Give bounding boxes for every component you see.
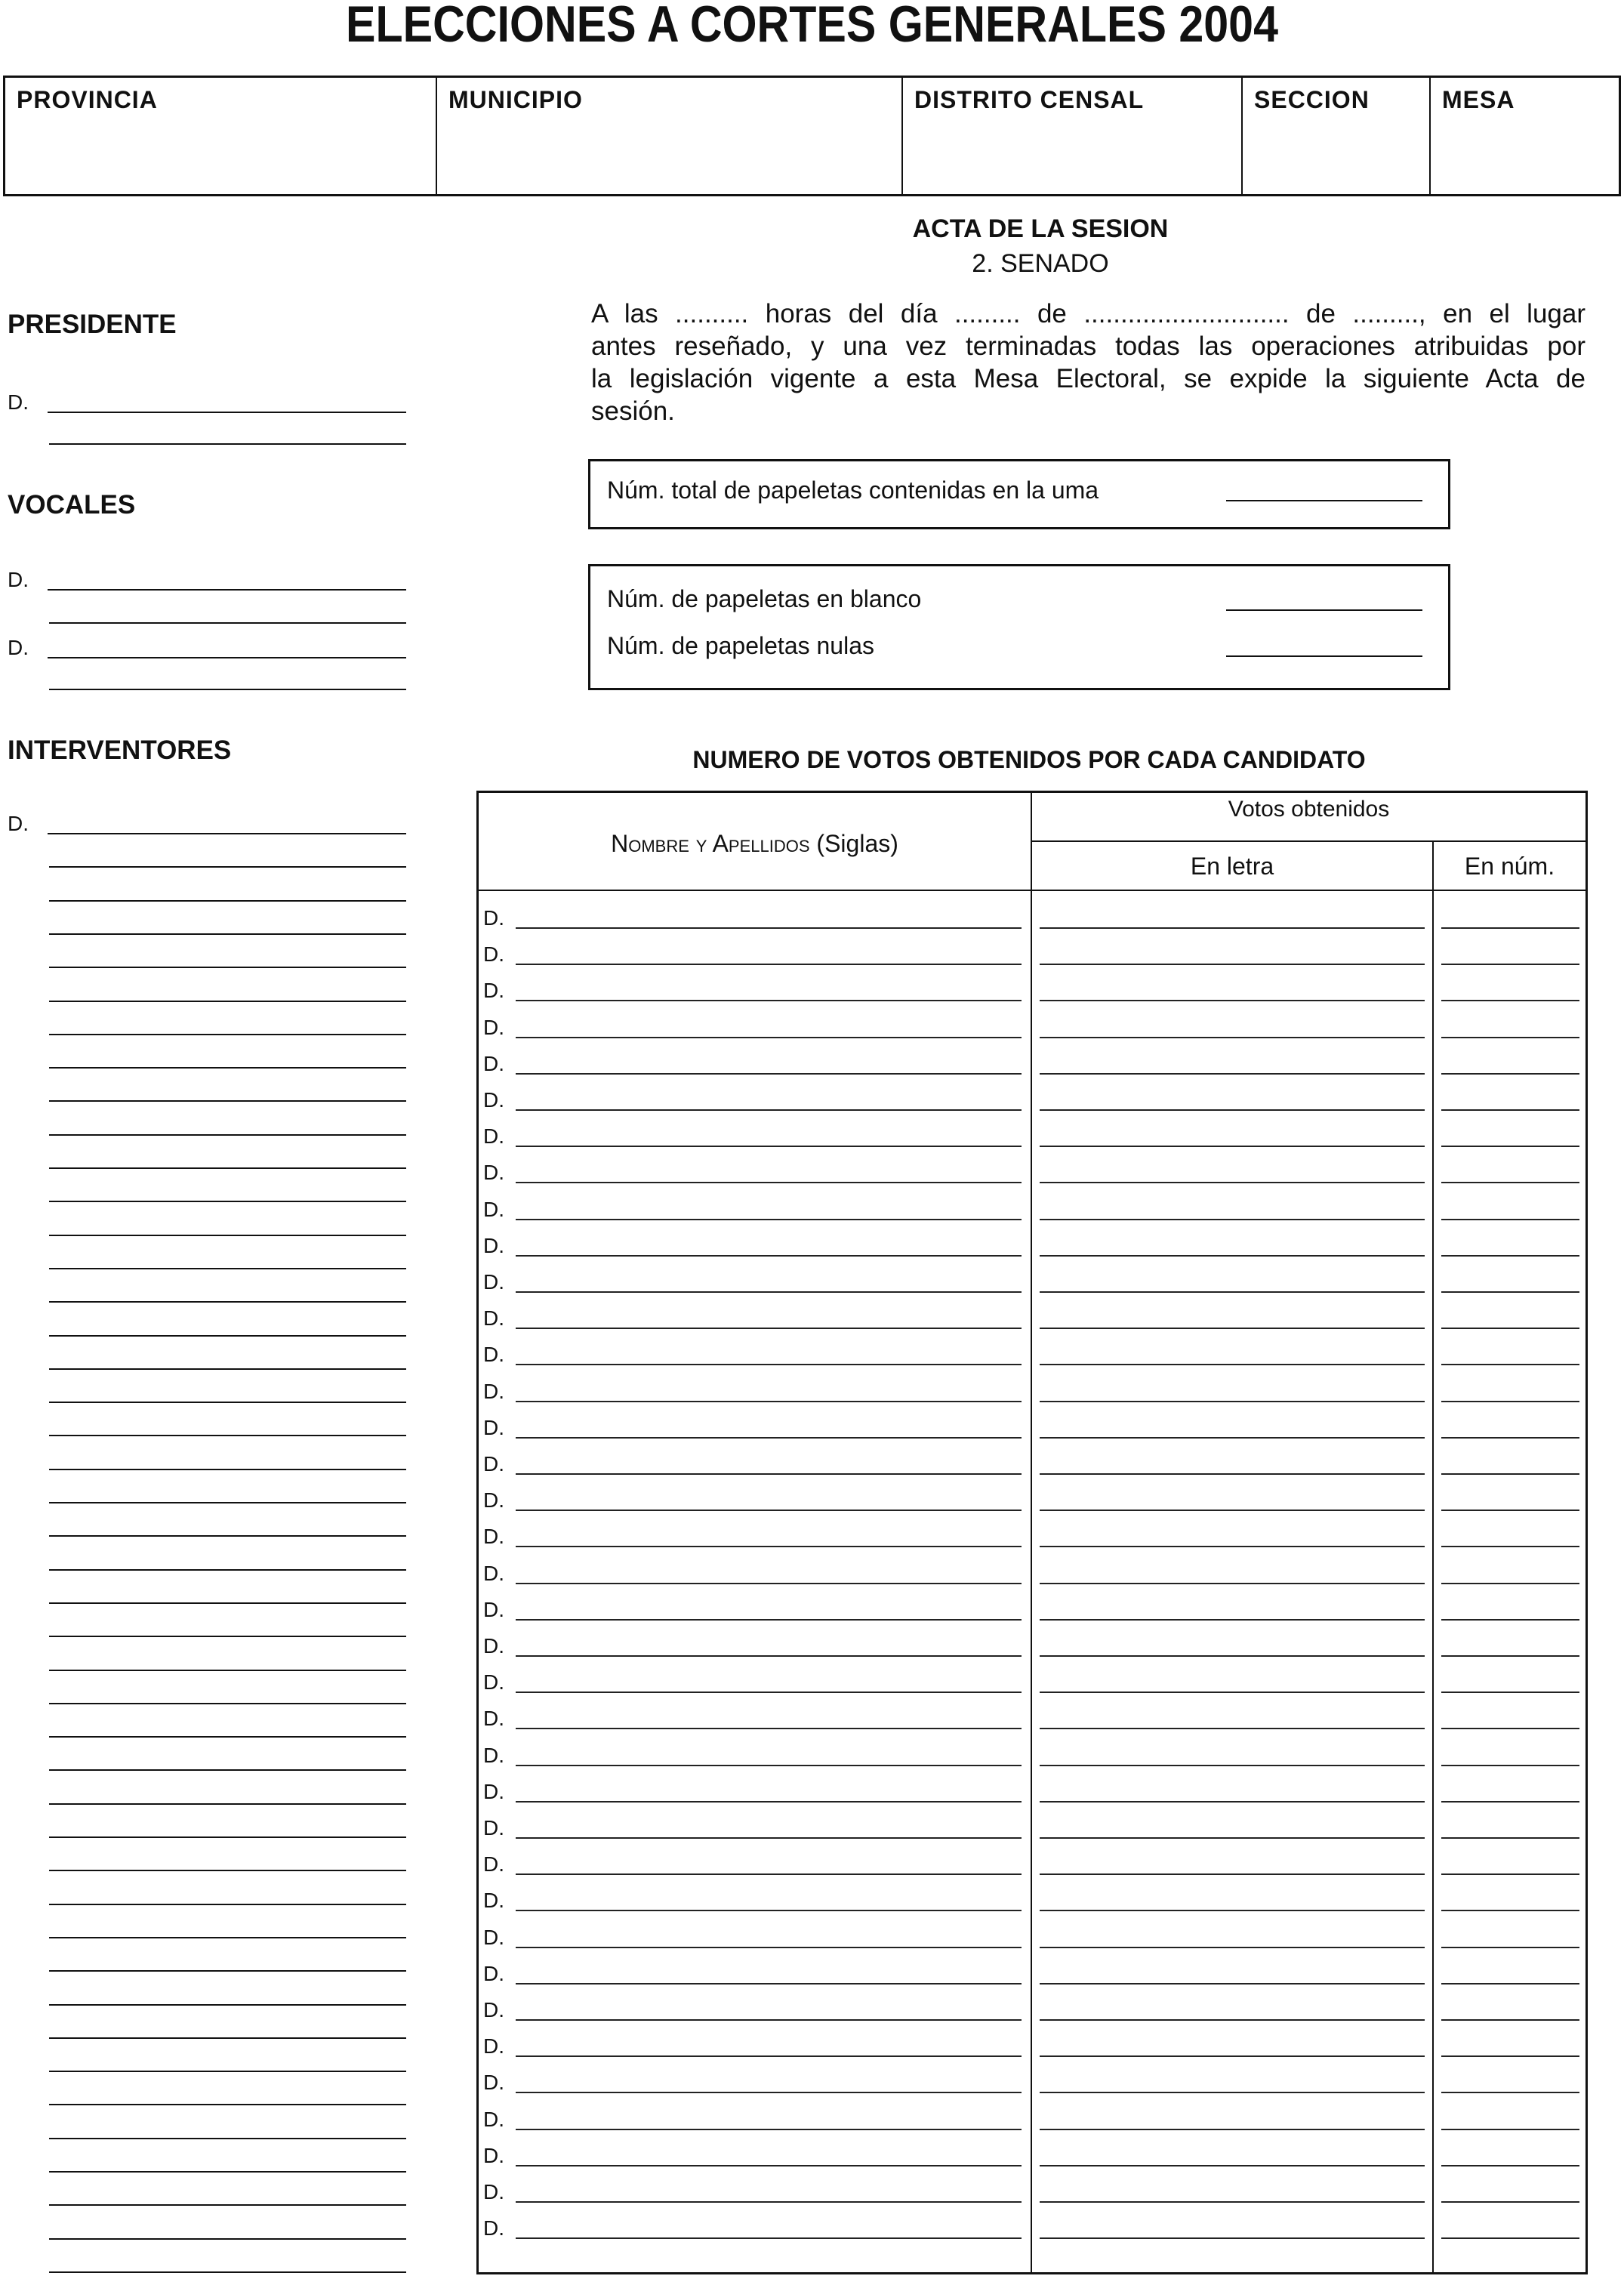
interventor-continuation-line: [49, 2104, 406, 2105]
candidate-name-line: [516, 927, 1022, 929]
candidate-prefix: D.: [483, 1197, 504, 1221]
candidate-row: [479, 1918, 1585, 1948]
votes-in-number-line: [1441, 1037, 1579, 1038]
interventor-continuation-line: [49, 1235, 406, 1236]
mesa-field: [1429, 78, 1619, 194]
candidate-prefix: D.: [483, 1561, 504, 1585]
null-ballots-line: [1226, 655, 1422, 657]
name-column-header: [479, 828, 1031, 859]
candidate-prefix: D.: [483, 1015, 504, 1039]
candidate-name-line: [516, 1910, 1022, 1911]
candidate-row: [479, 1153, 1585, 1183]
votes-in-letters-line: [1040, 1328, 1425, 1329]
votes-in-letters-line: [1040, 1437, 1425, 1439]
candidate-name-line: [516, 1983, 1022, 1984]
null-ballots-label: Núm. de papeletas nulas: [607, 632, 874, 659]
candidate-prefix: D.: [483, 1743, 504, 1767]
candidate-name-line: [516, 2019, 1022, 2021]
document-title: ELECCIONES A CORTES GENERALES 2004: [346, 0, 1278, 53]
votes-in-letters-line: [1040, 1910, 1425, 1911]
interventor-continuation-line: [49, 2271, 406, 2273]
interventor-continuation-line: [49, 1268, 406, 1269]
candidate-row: [479, 1335, 1585, 1365]
votes-in-letters-line: [1040, 1255, 1425, 1257]
candidate-row: [479, 971, 1585, 1001]
vocales-label: VOCALES: [8, 490, 136, 520]
interventor-continuation-line: [49, 1769, 406, 1771]
presidente-label: PRESIDENTE: [8, 310, 177, 339]
candidate-prefix: D.: [483, 1088, 504, 1112]
candidate-name-line: [516, 2237, 1022, 2239]
candidate-name-line: [516, 1182, 1022, 1183]
interventor-continuation-line: [49, 1937, 406, 1938]
candidate-name-line: [516, 1000, 1022, 1001]
votes-in-letters-line: [1040, 1291, 1425, 1293]
candidate-row: [479, 935, 1585, 965]
interventor-continuation-line: [49, 1034, 406, 1035]
votes-in-number-line: [1441, 1510, 1579, 1511]
interventor-continuation-line: [49, 2138, 406, 2139]
interventor-continuation-line: [49, 1167, 406, 1169]
votes-in-letters-line: [1040, 2055, 1425, 2057]
candidate-row: [479, 1372, 1585, 1402]
votes-in-number-line: [1441, 1837, 1579, 1839]
interventor-continuation-line: [49, 1368, 406, 1370]
interventor-continuation-line: [49, 2238, 406, 2240]
votes-in-number-line: [1441, 964, 1579, 965]
votes-in-number-line: [1441, 1364, 1579, 1365]
candidate-row: [479, 2063, 1585, 2093]
interventor-continuation-line: [49, 1535, 406, 1537]
candidate-prefix: D.: [483, 906, 504, 930]
candidate-row: [479, 1408, 1585, 1439]
votes-table: [476, 791, 1588, 2274]
candidate-name-line: [516, 1765, 1022, 1766]
votes-in-letters-line: [1040, 1837, 1425, 1839]
candidate-prefix: D.: [483, 1051, 504, 1075]
interventor-continuation-line: [49, 1100, 406, 1102]
entry-prefix: D.: [8, 568, 29, 591]
votes-in-letters-line: [1040, 1037, 1425, 1038]
votes-table-heading: NUMERO DE VOTOS OBTENIDOS POR CADA CANDIDATO: [692, 746, 1366, 773]
intro-line: A las .......... horas del día ......... de ............................ de ........., en el lugar: [591, 299, 1585, 328]
intro-line: sesión.: [591, 396, 675, 426]
interventor-continuation-line: [49, 1435, 406, 1436]
candidate-prefix: D.: [483, 2071, 504, 2095]
candidate-row: [479, 1263, 1585, 1293]
votes-in-letters-line: [1040, 927, 1425, 929]
votes-in-letters-line: [1040, 1510, 1425, 1511]
votes-in-letters-line: [1040, 1728, 1425, 1729]
interventor-continuation-line: [49, 1870, 406, 1871]
candidate-name-line: [516, 1692, 1022, 1693]
provincia-field: [5, 78, 436, 194]
interventor-continuation-line: [49, 1301, 406, 1303]
presidente-entry: [8, 383, 408, 413]
interventor-name-line: [48, 833, 406, 834]
candidate-prefix: D.: [483, 1270, 504, 1294]
interventor-continuation-line: [49, 1970, 406, 1972]
name-header-suffix: (Siglas): [816, 830, 898, 857]
candidate-name-line: [516, 2129, 1022, 2130]
name-header-text: Nombre y Apellidos: [611, 830, 810, 857]
votes-in-letters-line: [1040, 2129, 1425, 2130]
candidate-row: [479, 2027, 1585, 2057]
votes-in-number-line: [1441, 1801, 1579, 1803]
candidate-name-line: [516, 1037, 1022, 1038]
vocal-continuation-line: [49, 689, 406, 690]
candidate-name-line: [516, 1109, 1022, 1111]
votes-in-letters-line: [1040, 2165, 1425, 2166]
distrito-censal-field: [901, 78, 1241, 194]
candidate-prefix: D.: [483, 1998, 504, 2021]
candidate-row: [479, 1736, 1585, 1766]
candidate-name-line: [516, 1801, 1022, 1803]
candidate-prefix: D.: [483, 1779, 504, 1803]
blank-null-ballots-box: [588, 564, 1450, 690]
candidate-prefix: D.: [483, 1670, 504, 1695]
candidate-prefix: D.: [483, 2107, 504, 2131]
votes-in-number-line: [1441, 1328, 1579, 1329]
interventor-continuation-line: [49, 1335, 406, 1337]
candidate-row: [479, 1008, 1585, 1038]
interventor-continuation-line: [49, 866, 406, 868]
interventor-continuation-line: [49, 1670, 406, 1671]
votes-in-number-line: [1441, 1146, 1579, 1147]
candidate-prefix: D.: [483, 2143, 504, 2167]
candidate-row: [479, 1190, 1585, 1220]
candidate-name-line: [516, 1146, 1022, 1147]
votes-in-number-line: [1441, 1983, 1579, 1984]
votes-in-number-line: [1441, 1546, 1579, 1547]
candidate-name-line: [516, 1873, 1022, 1875]
location-header-box: [3, 76, 1621, 196]
mesa-label: MESA: [1442, 86, 1515, 113]
candidate-row: [479, 1590, 1585, 1621]
distrito-censal-label: DISTRITO CENSAL: [914, 86, 1145, 113]
candidate-row: [479, 1081, 1585, 1111]
total-ballots-line: [1226, 500, 1422, 501]
intro-line: la legislación vigente a esta Mesa Electoral, se expide la siguiente Acta de: [591, 364, 1585, 393]
candidate-name-line: [516, 1728, 1022, 1729]
candidate-name-line: [516, 2092, 1022, 2093]
candidate-prefix: D.: [483, 1343, 504, 1367]
candidate-prefix: D.: [483, 1306, 504, 1331]
candidate-row: [479, 1117, 1585, 1147]
interventor-continuation-line: [49, 1402, 406, 1403]
interventor-continuation-line: [49, 1636, 406, 1637]
votes-in-letters-line: [1040, 1873, 1425, 1875]
candidate-prefix: D.: [483, 1488, 504, 1513]
candidate-row: [479, 899, 1585, 929]
votes-in-number-line: [1441, 1401, 1579, 1402]
candidate-row: [479, 1481, 1585, 1511]
provincia-label: PROVINCIA: [17, 86, 158, 113]
letters-column-header: En letra: [1190, 853, 1274, 880]
acta-intro-paragraph: [591, 298, 1585, 427]
interventor-continuation-line: [49, 1736, 406, 1738]
candidate-prefix: D.: [483, 1597, 504, 1621]
candidate-prefix: D.: [483, 2180, 504, 2203]
candidate-row: [479, 1517, 1585, 1547]
vocal-continuation-line: [49, 622, 406, 624]
interventor-entry: [8, 804, 408, 834]
acta-subheading: 2. SENADO: [972, 249, 1109, 278]
blank-ballots-line: [1226, 609, 1422, 611]
candidate-row: [479, 1663, 1585, 1693]
candidate-row: [479, 2209, 1585, 2239]
candidate-name-line: [516, 2055, 1022, 2057]
candidate-prefix: D.: [483, 1889, 504, 1913]
votes-in-number-line: [1441, 2019, 1579, 2021]
vocal-entry: [8, 560, 408, 591]
votes-in-number-line: [1441, 1109, 1579, 1111]
candidate-name-line: [516, 1437, 1022, 1439]
candidate-name-line: [516, 1546, 1022, 1547]
votes-in-number-line: [1441, 2237, 1579, 2239]
votes-in-number-line: [1441, 1947, 1579, 1948]
candidate-name-line: [516, 1401, 1022, 1402]
votes-in-letters-line: [1040, 1801, 1425, 1803]
votes-in-letters-line: [1040, 1109, 1425, 1111]
candidate-name-line: [516, 1219, 1022, 1220]
presidente-continuation-line: [49, 443, 406, 445]
candidate-prefix: D.: [483, 1961, 504, 1985]
acta-heading: ACTA DE LA SESION: [912, 214, 1169, 243]
votes-in-number-line: [1441, 1910, 1579, 1911]
votes-in-letters-line: [1040, 1983, 1425, 1984]
candidate-name-line: [516, 1364, 1022, 1365]
candidate-name-line: [516, 964, 1022, 965]
votes-in-number-line: [1441, 927, 1579, 929]
votes-in-letters-line: [1040, 1765, 1425, 1766]
votes-in-number-line: [1441, 1437, 1579, 1439]
seccion-field: [1241, 78, 1429, 194]
candidate-row: [479, 1954, 1585, 1984]
interventor-continuation-line: [49, 1001, 406, 1002]
votes-in-number-line: [1441, 2055, 1579, 2057]
candidate-name-line: [516, 1328, 1022, 1329]
votes-in-number-line: [1441, 2165, 1579, 2166]
votes-in-letters-line: [1040, 2201, 1425, 2203]
votes-in-letters-line: [1040, 964, 1425, 965]
candidate-prefix: D.: [483, 1816, 504, 1840]
votes-in-letters-line: [1040, 2019, 1425, 2021]
vocal-name-line: [48, 589, 406, 591]
candidate-row: [479, 1299, 1585, 1329]
number-column-header: En núm.: [1464, 853, 1555, 880]
interventor-continuation-line: [49, 1201, 406, 1202]
candidate-name-line: [516, 1583, 1022, 1584]
votes-in-letters-line: [1040, 1583, 1425, 1584]
candidate-prefix: D.: [483, 2216, 504, 2240]
interventor-continuation-line: [49, 967, 406, 968]
votes-in-letters-line: [1040, 1619, 1425, 1621]
candidate-name-line: [516, 1255, 1022, 1257]
interventor-continuation-line: [49, 2171, 406, 2173]
candidate-row: [479, 1445, 1585, 1475]
interventor-continuation-line: [49, 1803, 406, 1805]
presidente-name-line: [48, 412, 406, 413]
candidate-name-line: [516, 1073, 1022, 1075]
candidate-name-line: [516, 1473, 1022, 1475]
candidate-row: [479, 2136, 1585, 2166]
candidate-name-line: [516, 2165, 1022, 2166]
votes-in-number-line: [1441, 2201, 1579, 2203]
candidate-prefix: D.: [483, 1525, 504, 1549]
votes-column-header: Votos obtenidos: [1228, 797, 1390, 822]
municipio-label: MUNICIPIO: [448, 86, 583, 113]
candidate-name-line: [516, 2201, 1022, 2203]
candidate-row: [479, 2173, 1585, 2203]
total-ballots-label: Núm. total de papeletas contenidas en la uma: [607, 476, 1099, 504]
votes-in-letters-line: [1040, 1219, 1425, 1220]
seccion-label: SECCION: [1254, 86, 1370, 113]
candidate-name-line: [516, 1947, 1022, 1948]
votes-in-letters-line: [1040, 1473, 1425, 1475]
candidate-row: [479, 2100, 1585, 2130]
interventor-continuation-line: [49, 900, 406, 902]
interventor-continuation-line: [49, 2004, 406, 2006]
candidate-row: [479, 1627, 1585, 1657]
interventor-continuation-line: [49, 1904, 406, 1905]
votes-in-number-line: [1441, 1219, 1579, 1220]
votes-in-letters-line: [1040, 1401, 1425, 1402]
votes-subheader-rule: [1031, 840, 1585, 842]
interventor-continuation-line: [49, 1502, 406, 1503]
candidate-prefix: D.: [483, 979, 504, 1003]
candidate-name-line: [516, 1510, 1022, 1511]
table-header-rule: [479, 890, 1585, 891]
interventor-continuation-line: [49, 1067, 406, 1069]
candidate-prefix: D.: [483, 942, 504, 967]
blank-ballots-label: Núm. de papeletas en blanco: [607, 585, 922, 612]
votes-in-number-line: [1441, 1728, 1579, 1729]
vocal-entry: [8, 628, 408, 658]
candidate-row: [479, 1226, 1585, 1257]
candidate-row: [479, 1845, 1585, 1875]
interventores-label: INTERVENTORES: [8, 736, 232, 765]
candidate-prefix: D.: [483, 1233, 504, 1257]
votes-in-number-line: [1441, 1765, 1579, 1766]
interventor-continuation-line: [49, 1602, 406, 1604]
interventor-continuation-line: [49, 1134, 406, 1136]
candidate-prefix: D.: [483, 1707, 504, 1731]
interventor-continuation-line: [49, 1469, 406, 1470]
votes-in-number-line: [1441, 1291, 1579, 1293]
votes-in-number-line: [1441, 1182, 1579, 1183]
candidate-prefix: D.: [483, 1452, 504, 1476]
candidate-prefix: D.: [483, 1161, 504, 1185]
entry-prefix: D.: [8, 636, 29, 659]
entry-prefix: D.: [8, 812, 29, 835]
votes-in-letters-line: [1040, 1364, 1425, 1365]
votes-in-letters-line: [1040, 1000, 1425, 1001]
candidate-row: [479, 1881, 1585, 1911]
votes-in-number-line: [1441, 1255, 1579, 1257]
votes-in-number-line: [1441, 2092, 1579, 2093]
votes-in-number-line: [1441, 1000, 1579, 1001]
votes-in-number-line: [1441, 1619, 1579, 1621]
candidate-row: [479, 1699, 1585, 1729]
votes-in-letters-line: [1040, 1073, 1425, 1075]
votes-in-number-line: [1441, 1583, 1579, 1584]
interventor-continuation-line: [49, 2071, 406, 2072]
candidate-row: [479, 1772, 1585, 1803]
votes-in-number-line: [1441, 1655, 1579, 1657]
votes-in-number-line: [1441, 2129, 1579, 2130]
candidate-row: [479, 1554, 1585, 1584]
votes-in-letters-line: [1040, 1182, 1425, 1183]
votes-in-letters-line: [1040, 1655, 1425, 1657]
interventor-continuation-line: [49, 933, 406, 935]
vocal-name-line: [48, 657, 406, 658]
interventor-continuation-line: [49, 2037, 406, 2039]
candidate-row: [479, 1044, 1585, 1075]
votes-in-letters-line: [1040, 1546, 1425, 1547]
candidate-prefix: D.: [483, 2034, 504, 2059]
votes-in-letters-line: [1040, 2092, 1425, 2093]
municipio-field: [436, 78, 901, 194]
candidate-name-line: [516, 1619, 1022, 1621]
votes-in-number-line: [1441, 1692, 1579, 1693]
votes-in-letters-line: [1040, 1146, 1425, 1147]
total-ballots-box: [588, 459, 1450, 529]
interventor-continuation-line: [49, 2204, 406, 2206]
votes-in-number-line: [1441, 1073, 1579, 1075]
candidate-name-line: [516, 1655, 1022, 1657]
votes-in-letters-line: [1040, 1692, 1425, 1693]
votes-in-number-line: [1441, 1873, 1579, 1875]
candidate-row: [479, 1991, 1585, 2021]
entry-prefix: D.: [8, 390, 29, 414]
candidate-prefix: D.: [483, 1124, 504, 1149]
candidate-prefix: D.: [483, 1634, 504, 1658]
votes-in-letters-line: [1040, 1947, 1425, 1948]
candidate-name-line: [516, 1837, 1022, 1839]
candidate-prefix: D.: [483, 1415, 504, 1439]
interventor-continuation-line: [49, 1703, 406, 1704]
intro-line: antes reseñado, y una vez terminadas todas las operaciones atribuidas por: [591, 332, 1585, 361]
votes-in-letters-line: [1040, 2237, 1425, 2239]
candidate-name-line: [516, 1291, 1022, 1293]
votes-in-number-line: [1441, 1473, 1579, 1475]
candidate-row: [479, 1809, 1585, 1839]
candidate-prefix: D.: [483, 1925, 504, 1949]
candidate-prefix: D.: [483, 1852, 504, 1877]
interventor-continuation-line: [49, 1836, 406, 1838]
candidate-prefix: D.: [483, 1379, 504, 1403]
interventor-continuation-line: [49, 1569, 406, 1571]
